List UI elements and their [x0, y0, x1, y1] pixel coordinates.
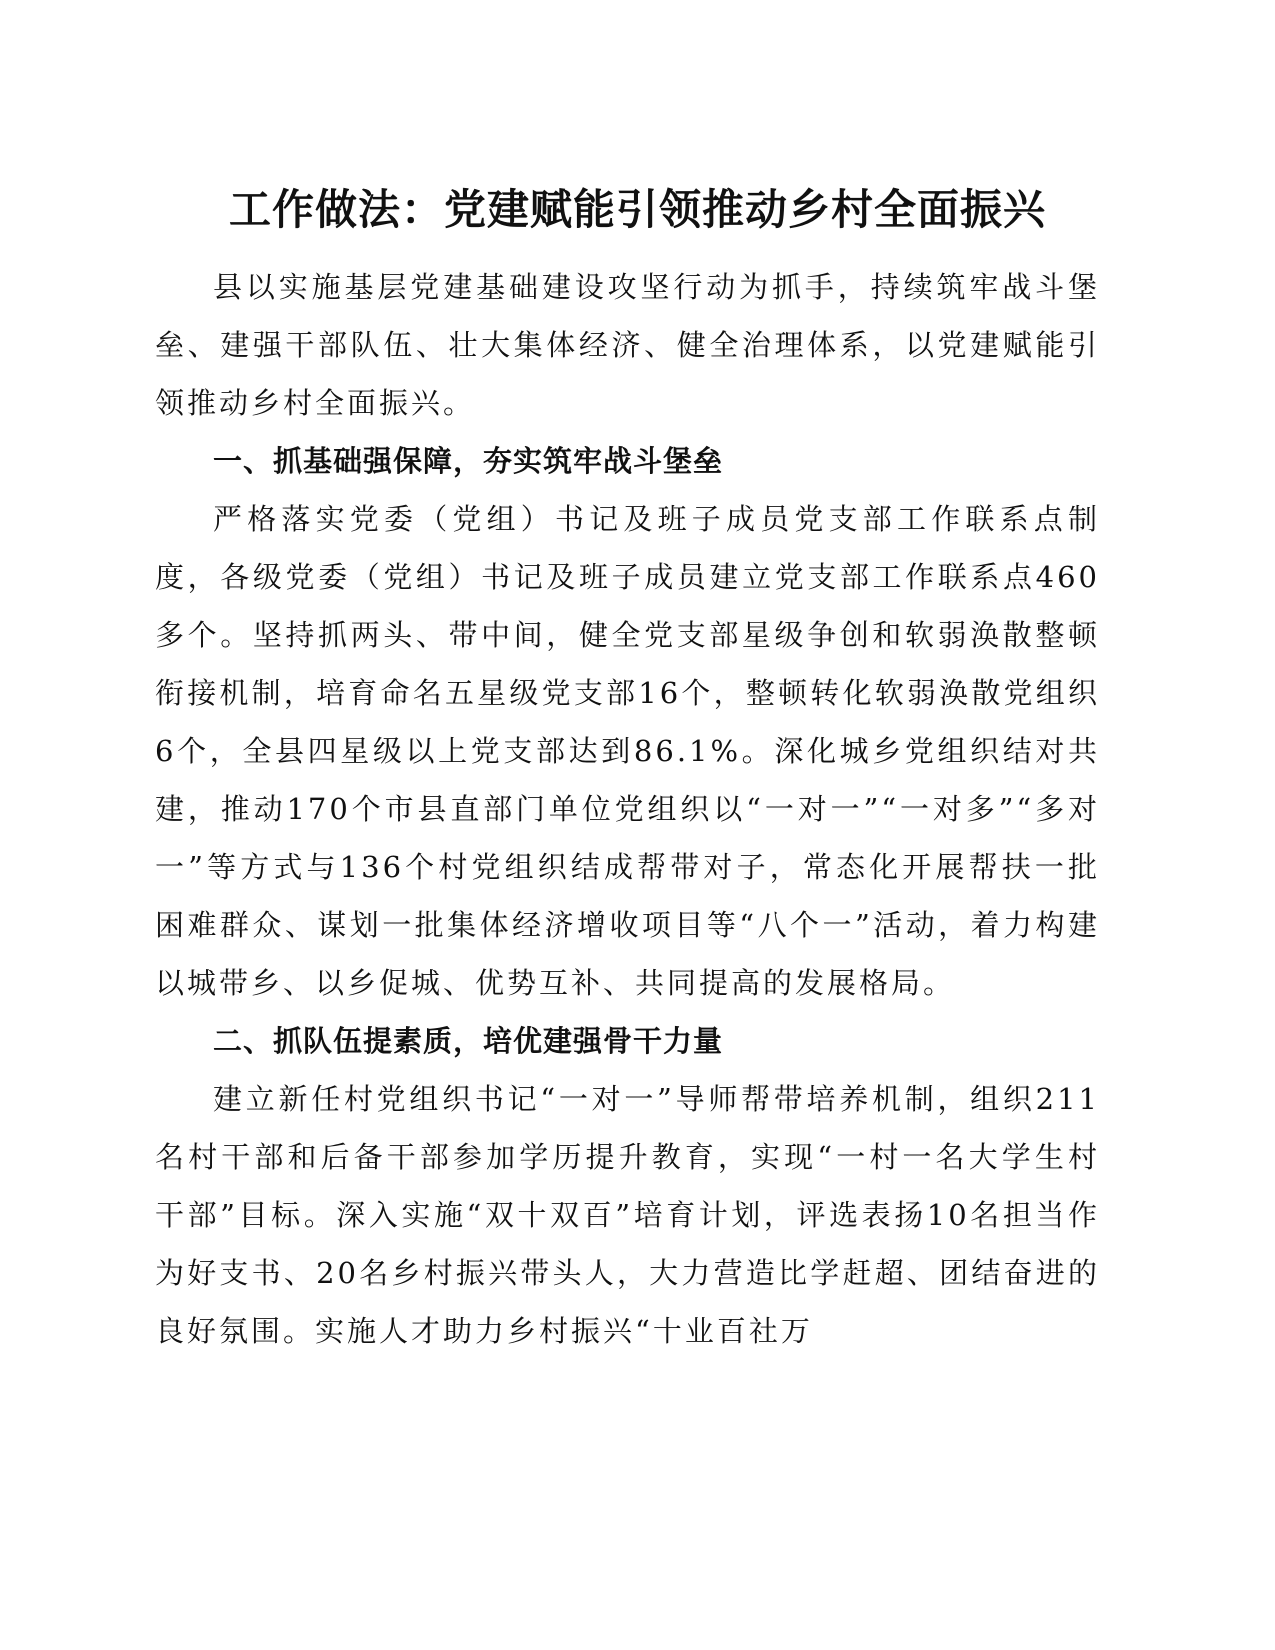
document-title: 工作做法：党建赋能引领推动乡村全面振兴 [228, 185, 1046, 234]
document-body [155, 258, 1100, 1360]
intro-paragraph: 县以实施基层党建基础建设攻坚行动为抓手，持续筑牢战斗堡垒、建强干部队伍、壮大集体经济、健全治理体系，以党建赋能引领推动乡村全面振兴。 [155, 270, 1100, 420]
section-2-paragraph: 建立新任村党组织书记“一对一”导师帮带培养机制，组织211名村干部和后备干部参加学历提升教育，实现“一村一名大学生村干部”目标。深入实施“双十双百”培育计划，评选表扬10名担当作为好支书、20名乡村振兴带头人，大力营造比学赶超、团结奋进的良好氛围。实施人才助力乡村振兴“十业百社万 [155, 1082, 1100, 1348]
section-2-heading: 二、抓队伍提素质，培优建强骨干力量 [213, 1024, 724, 1058]
section-1-paragraph: 严格落实党委（党组）书记及班子成员党支部工作联系点制度，各级党委（党组）书记及班子成员建立党支部工作联系点460多个。坚持抓两头、带中间，健全党支部星级争创和软弱涣散整顿衔接机制，培育命名五星级党支部16个，整顿转化软弱涣散党组织6个，全县四星级以上党支部达到86.1%。深化城乡党组织结对共建，推动170个市县直部门单位党组织以“一对一”“一对多”“多对一”等方式与136个村党组织结成帮带对子，常态化开展帮扶一批困难群众、谋划一批集体经济增收项目等“八个一”活动，着力构建以城带乡、以乡促城、优势互补、共同提高的发展格局。 [155, 502, 1100, 1000]
section-1-heading: 一、抓基础强保障，夯实筑牢战斗堡垒 [213, 444, 724, 478]
